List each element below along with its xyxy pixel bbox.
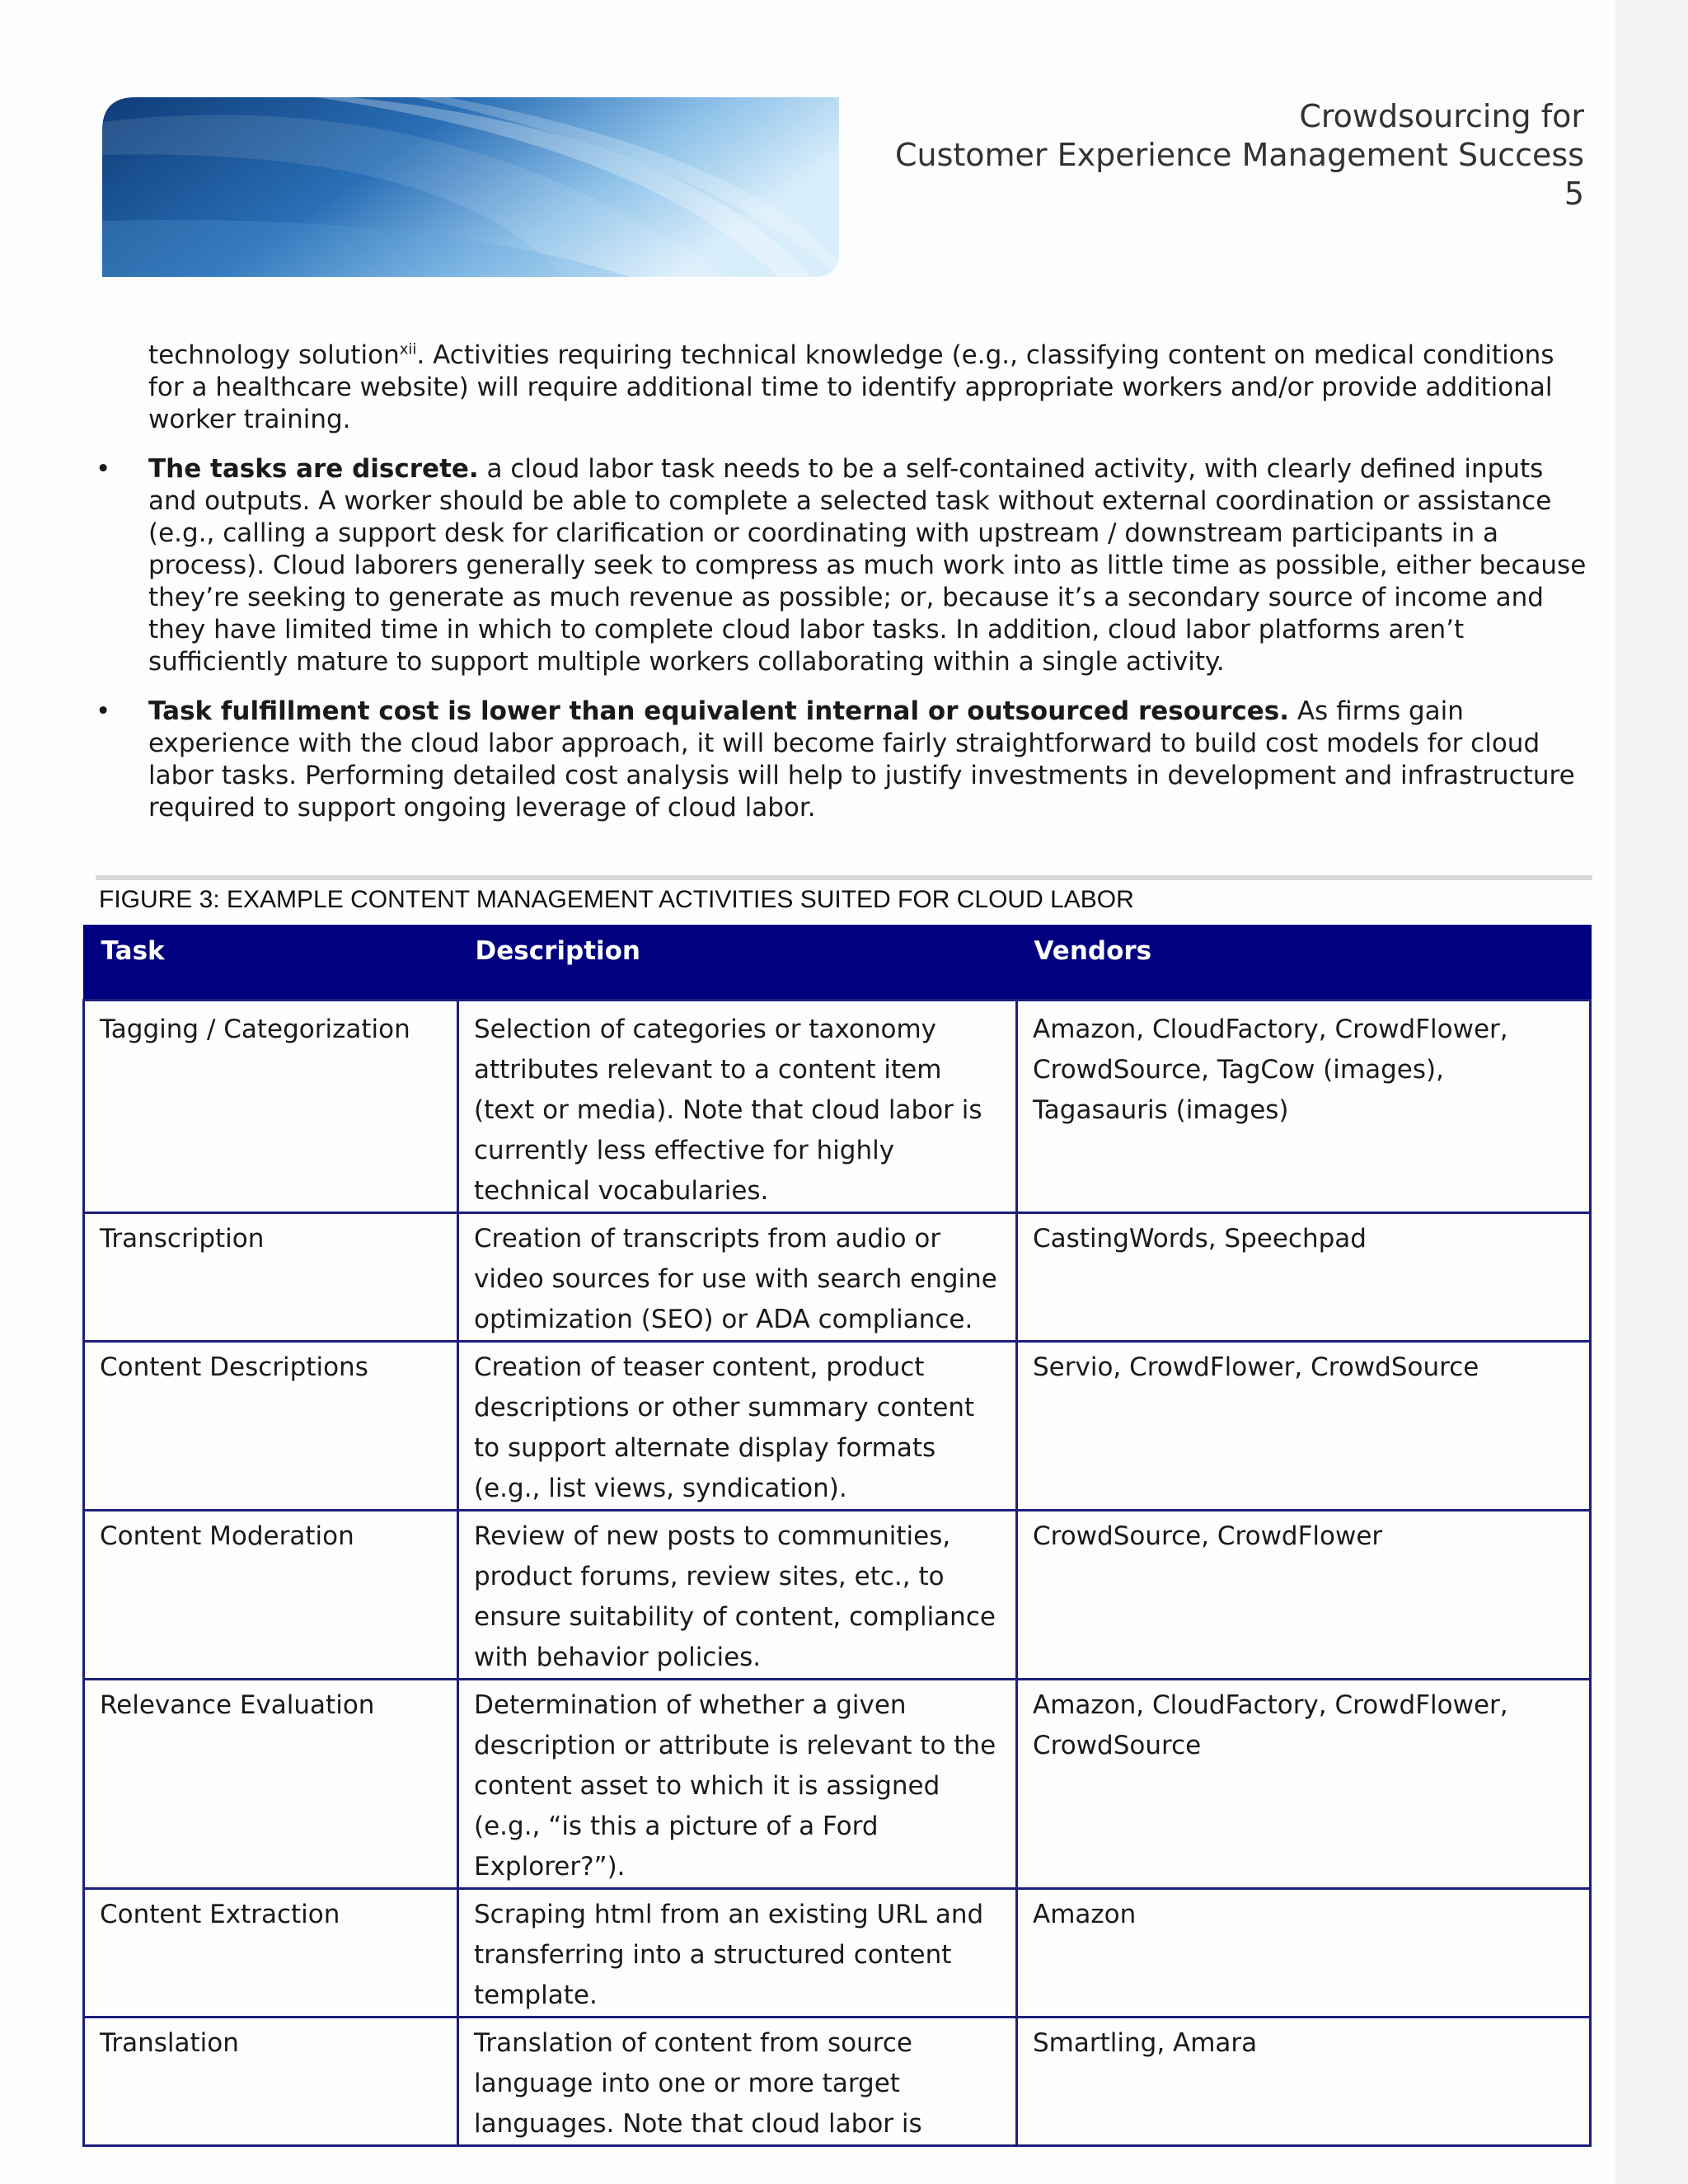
header-title-line1: Crowdsourcing for <box>1299 98 1584 134</box>
task-cell: Content Moderation <box>84 1510 458 1679</box>
bullet-text: As firms gain experience with the cloud labor approach, it will become fairly straightforward to build cost models for cloud labor tasks. Performing detailed cost analysis will help to justify investments in development and infrastructure required to support ongoing leverage of cloud labor. <box>148 696 1575 823</box>
task-cell: Transcription <box>84 1212 458 1341</box>
description-cell: Review of new posts to communities, product forums, review sites, etc., to ensure suitability of content, compliance with behavior policies. <box>458 1510 1017 1679</box>
intro-paragraph <box>148 340 1591 436</box>
bullet-dot-icon: • <box>96 454 111 484</box>
cloud-labor-activities-table <box>82 925 1592 2147</box>
bullet-text: a cloud labor task needs to be a self-contained activity, with clearly defined inputs and outputs. A worker should be able to complete a selected task without external coordination or assistance (e.g., calling a support desk for clarification or coordinating with upstream / downstream participants in a process). Cloud laborers generally seek to compress as much work into as little time as possible, either because they’re seeking to generate as much revenue as possible; or, because it’s a secondary source of income and they have limited time in which to complete cloud labor tasks. In addition, cloud labor platforms aren’t sufficiently mature to support multiple workers collaborating within a single activity. <box>148 454 1587 677</box>
bullet-item <box>96 453 1591 678</box>
task-cell: Content Extraction <box>84 1888 458 2017</box>
table-row <box>84 1000 1591 1212</box>
table-row <box>84 2017 1591 2145</box>
vendors-cell: Servio, CrowdFlower, CrowdSource <box>1017 1341 1591 1510</box>
column-header-vendors: Vendors <box>1017 926 1591 1000</box>
table-row <box>84 1341 1591 1510</box>
task-cell: Content Descriptions <box>84 1341 458 1510</box>
vendors-cell: CrowdSource, CrowdFlower <box>1017 1510 1591 1679</box>
vendors-cell: CastingWords, Speechpad <box>1017 1212 1591 1341</box>
page-number: 5 <box>1564 176 1584 212</box>
bullet-item <box>96 696 1591 824</box>
task-cell: Translation <box>84 2017 458 2145</box>
bullet-dot-icon: • <box>96 696 111 726</box>
header-title-line2: Customer Experience Management Success <box>894 137 1584 173</box>
intro-lead: technology solution <box>148 340 400 370</box>
column-header-task: Task <box>84 926 458 1000</box>
vendors-cell: Smartling, Amara <box>1017 2017 1591 2145</box>
description-cell: Determination of whether a given description or attribute is relevant to the content asset to which it is assigned (e.g., “is this a picture of a Ford Explorer?”). <box>458 1679 1017 1888</box>
criteria-bullet-list <box>96 453 1591 841</box>
column-header-description: Description <box>458 926 1017 1000</box>
table-row <box>84 1510 1591 1679</box>
task-cell: Tagging / Categorization <box>84 1000 458 1212</box>
table-header-row <box>84 926 1591 1000</box>
table-row <box>84 1679 1591 1888</box>
task-cell: Relevance Evaluation <box>84 1679 458 1888</box>
running-header <box>895 97 1584 213</box>
description-cell: Creation of teaser content, product descriptions or other summary content to support alternate display formats (e.g., list views, syndication). <box>458 1341 1017 1510</box>
footnote-marker: xii <box>399 340 417 359</box>
header-banner-graphic <box>102 97 839 277</box>
description-cell: Selection of categories or taxonomy attributes relevant to a content item (text or media). Note that cloud labor is currently less effective for highly technical vocabularies. <box>458 1000 1017 1212</box>
figure-divider <box>96 875 1592 880</box>
table-row <box>84 1888 1591 2017</box>
figure-caption: FIGURE 3: EXAMPLE CONTENT MANAGEMENT ACTIVITIES SUITED FOR CLOUD LABOR <box>99 886 1134 913</box>
bullet-heading: The tasks are discrete. <box>148 454 479 484</box>
bullet-heading: Task fulfillment cost is lower than equivalent internal or outsourced resources. <box>148 696 1289 726</box>
description-cell: Translation of content from source language into one or more target languages. Note that cloud labor is <box>458 2017 1017 2145</box>
intro-rest: . Activities requiring technical knowledge (e.g., classifying content on medical conditions for a healthcare website) will require additional time to identify appropriate workers and/or provide additional worker training. <box>148 340 1554 434</box>
vendors-cell: Amazon <box>1017 1888 1591 2017</box>
description-cell: Scraping html from an existing URL and transferring into a structured content template. <box>458 1888 1017 2017</box>
vendors-cell: Amazon, CloudFactory, CrowdFlower, CrowdSource, TagCow (images), Tagasauris (images) <box>1017 1000 1591 1212</box>
table-row <box>84 1212 1591 1341</box>
page-edge-shadow <box>1615 0 1688 2184</box>
vendors-cell: Amazon, CloudFactory, CrowdFlower, CrowdSource <box>1017 1679 1591 1888</box>
description-cell: Creation of transcripts from audio or video sources for use with search engine optimization (SEO) or ADA compliance. <box>458 1212 1017 1341</box>
